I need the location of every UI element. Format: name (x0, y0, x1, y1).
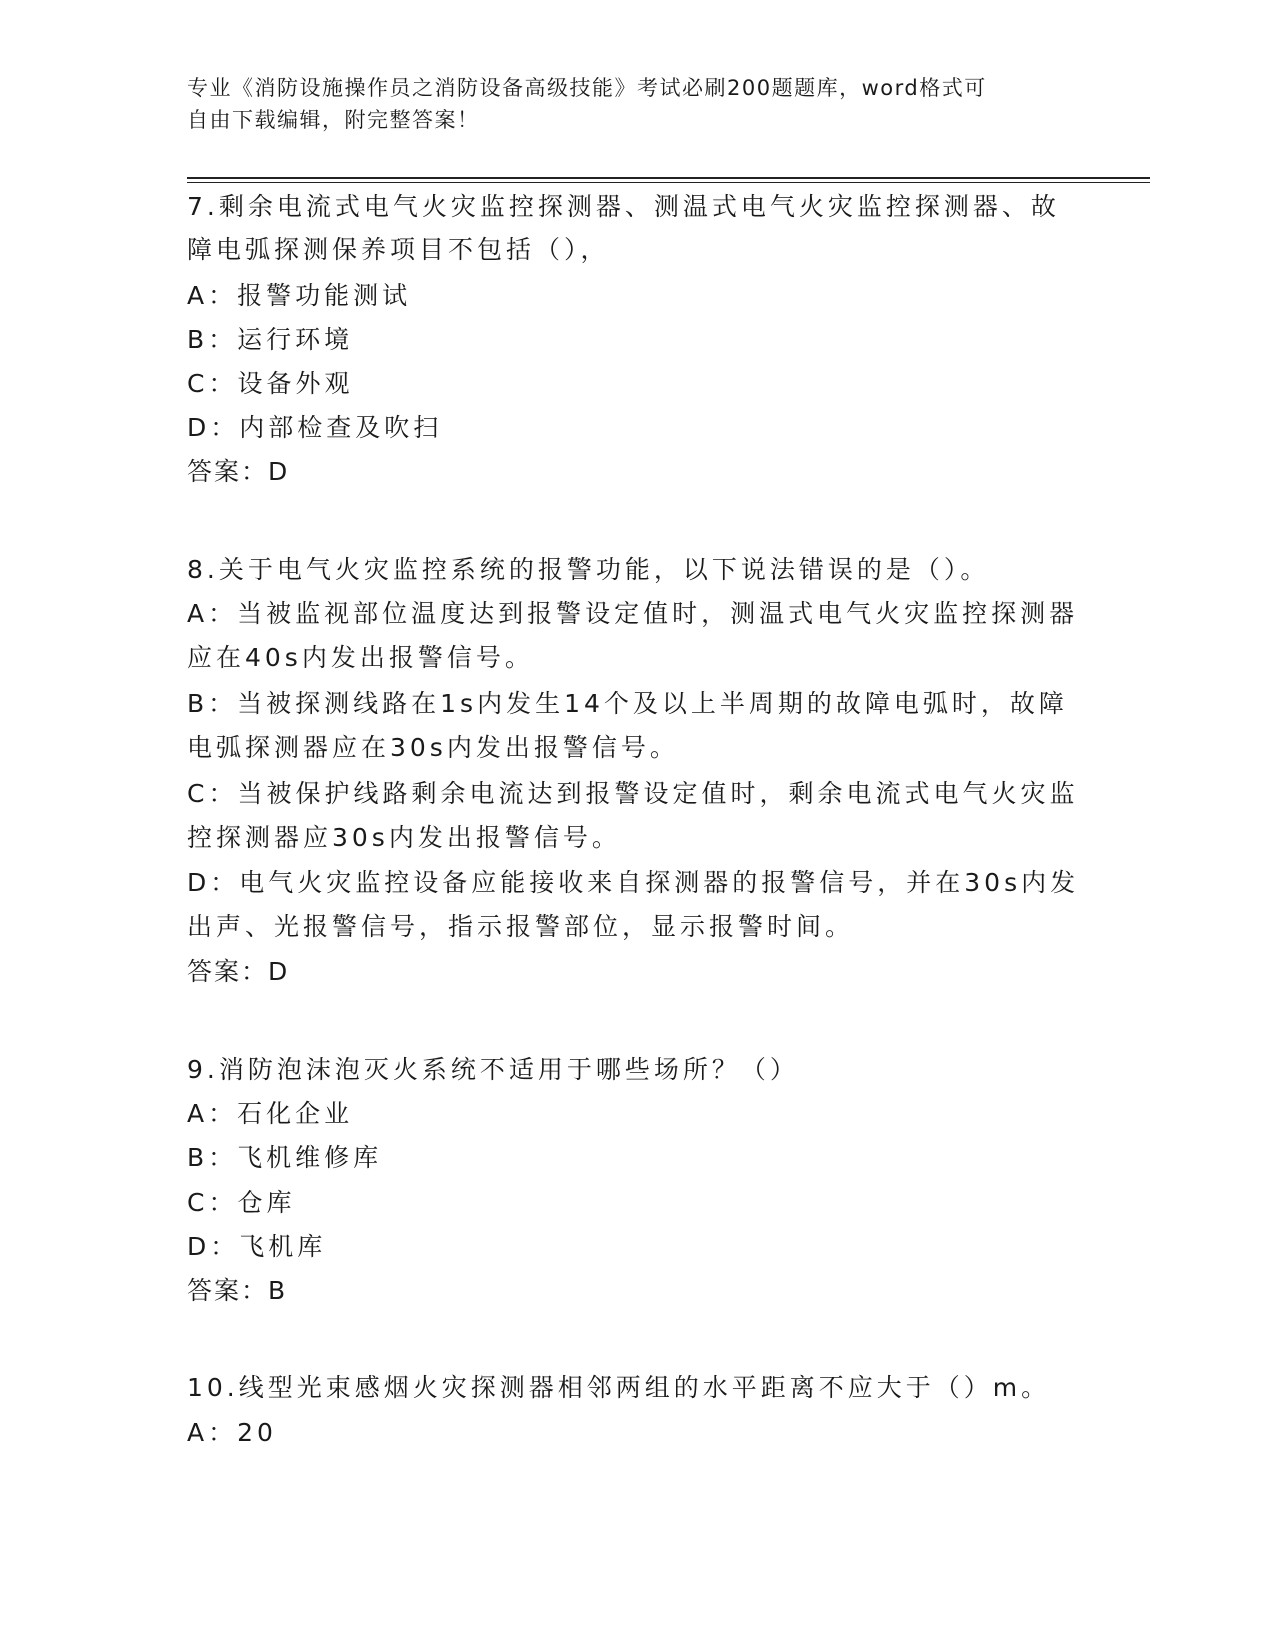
question-9-option-b: B：飞机维修库 (187, 1143, 383, 1172)
header-line-1: 专业《消防设施操作员之消防设备高级技能》考试必刷200题题库，word格式可 (187, 76, 987, 100)
question-7-option-a: A：报警功能测试 (187, 281, 412, 310)
document-header (187, 72, 1067, 136)
header-divider (187, 177, 1150, 179)
header-line-2: 自由下载编辑，附完整答案！ (187, 108, 480, 132)
question-8-option-d-line-2: 出声、光报警信号，指示报警部位，显示报警时间。 (187, 912, 855, 941)
question-7-answer: 答案：D (187, 457, 290, 486)
question-9-stem: 9.消防泡沫泡灭火系统不适用于哪些场所？（） (187, 1055, 799, 1084)
question-7-option-d: D：内部检查及吹扫 (187, 413, 443, 442)
question-8-option-c-line-1: C：当被保护线路剩余电流达到报警设定值时，剩余电流式电气火灾监 (187, 779, 1079, 808)
question-8-option-d-line-1: D：电气火灾监控设备应能接收来自探测器的报警信号，并在30s内发 (187, 868, 1080, 897)
question-8-answer: 答案：D (187, 957, 290, 986)
question-7-option-c: C：设备外观 (187, 369, 354, 398)
question-9-answer: 答案：B (187, 1276, 288, 1305)
question-7-option-b: B：运行环境 (187, 325, 354, 354)
question-8-stem: 8.关于电气火灾监控系统的报警功能，以下说法错误的是（）。 (187, 555, 990, 584)
question-8-option-c-line-2: 控探测器应30s内发出报警信号。 (187, 823, 621, 852)
question-7-stem-line-1: 7.剩余电流式电气火灾监控探测器、测温式电气火灾监控探测器、故 (187, 192, 1060, 221)
question-8-option-a-line-1: A：当被监视部位温度达到报警设定值时，测温式电气火灾监控探测器 (187, 599, 1079, 628)
header-divider-thin (187, 182, 1150, 183)
question-9-option-d: D：飞机库 (187, 1232, 327, 1261)
question-7-stem-line-2: 障电弧探测保养项目不包括（）， (187, 235, 610, 264)
question-8-option-b-line-1: B：当被探测线路在1s内发生14个及以上半周期的故障电弧时，故障 (187, 689, 1068, 718)
question-9-option-c: C：仓库 (187, 1188, 296, 1217)
question-10-stem: 10.线型光束感烟火灾探测器相邻两组的水平距离不应大于（）m。 (187, 1373, 1051, 1402)
question-8-option-a-line-2: 应在40s内发出报警信号。 (187, 643, 534, 672)
question-10-option-a: A：20 (187, 1418, 277, 1447)
question-9-option-a: A：石化企业 (187, 1099, 354, 1128)
question-8-option-b-line-2: 电弧探测器应在30s内发出报警信号。 (187, 733, 679, 762)
